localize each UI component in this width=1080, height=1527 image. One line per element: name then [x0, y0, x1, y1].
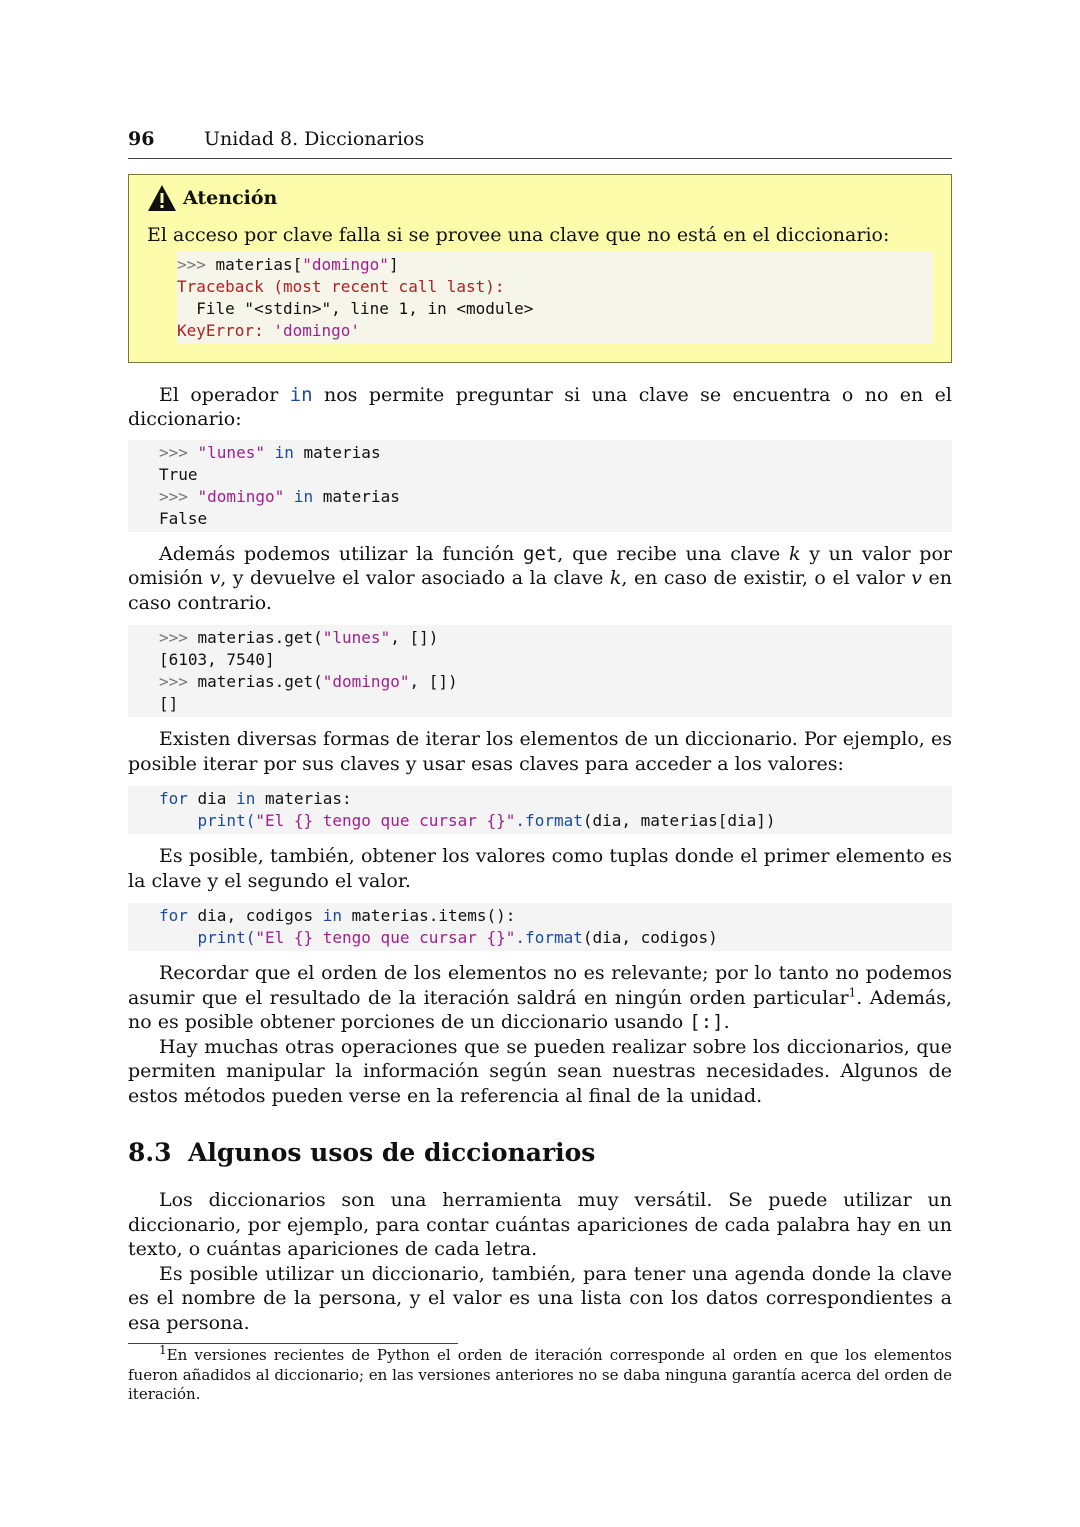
paragraph-tuples: Es posible, también, obtener los valores como tuplas donde el primer elemento es la clave y el segundo el valor. [128, 845, 952, 892]
chapter-title: Unidad 8. Diccionarios [204, 128, 425, 150]
paragraph-get: Además podemos utilizar la función get, que recibe una clave k y un valor por omisión v, y devuelve el valor asociado a la clave k, en caso de existir, o el valor v en caso contrario. [128, 542, 952, 614]
warning-icon [147, 184, 177, 212]
section-title: Algunos usos de diccionarios [188, 1138, 596, 1167]
page-number: 96 [128, 128, 155, 150]
paragraph-uses: Los diccionarios son una herramienta muy versátil. Se puede utilizar un diccionario, por ejemplo, para contar cuántas apariciones de cada palabra hay en un texto, o cuántas apariciones de cada letra. [128, 1189, 952, 1260]
section-heading [128, 1138, 952, 1174]
paragraph-in-operator: El operador in nos permite preguntar si una clave se encuentra o no en el diccionario: [128, 383, 952, 430]
paragraph-order: Recordar que el orden de los elementos no es relevante; por lo tanto no podemos asumir que el resultado de la iteración saldrá en ningún orden particular$^1$. Además, no es posible obtener porciones de un diccionario usando [:]. [128, 962, 952, 1033]
attention-title: Atención [183, 187, 278, 209]
footnote-ref: 1 [848, 985, 857, 1000]
footnote-mark: 1 [159, 1343, 167, 1357]
attention-title-row [147, 183, 933, 213]
paragraph-agenda: Es posible utilizar un diccionario, también, para tener una agenda donde la clave es el nombre de la persona, y el valor es una lista con los datos correspondientes a esa persona. [128, 1262, 952, 1334]
section-number: 8.3 [128, 1138, 172, 1167]
attention-box [128, 174, 952, 363]
footnote-rule [128, 1343, 458, 1344]
code-block-for-keys: for dia in materias: print("El {} tengo que cursar {}".format(dia, materias[dia]) [128, 786, 952, 834]
code-block-in: >>> "lunes" in materias True >>> "domingo" in materias False [128, 440, 952, 532]
paragraph-iterate: Existen diversas formas de iterar los elementos de un diccionario. Por ejemplo, es posible iterar por sus claves y usar esas claves para acceder a los valores: [128, 728, 952, 775]
footnote: $^1$En versiones recientes de Python el orden de iteración corresponde al orden en que los elementos fueron añadidos al diccionario; en las versiones anteriores no se daba ninguna garantía acerca del orden de iteración. [128, 1343, 952, 1403]
running-header [128, 128, 952, 159]
paragraph-operations: Hay muchas otras operaciones que se pueden realizar sobre los diccionarios, que permiten manipular la información según sean nuestras necesidades. Algunos de estos métodos pueden verse en la referencia al final de la unidad. [128, 1035, 952, 1107]
attention-code-block: >>> materias["domingo"] Traceback (most recent call last): File "<stdin>", line 1, in <module> KeyError: 'domingo' [177, 252, 933, 344]
code-block-for-items: for dia, codigos in materias.items(): print("El {} tengo que cursar {}".format(dia, codigos) [128, 903, 952, 951]
attention-text: El acceso por clave falla si se provee una clave que no está en el diccionario: [147, 224, 890, 246]
code-block-get: >>> materias.get("lunes", []) [6103, 7540] >>> materias.get("domingo", []) [] [128, 625, 952, 717]
page [128, 128, 952, 1405]
